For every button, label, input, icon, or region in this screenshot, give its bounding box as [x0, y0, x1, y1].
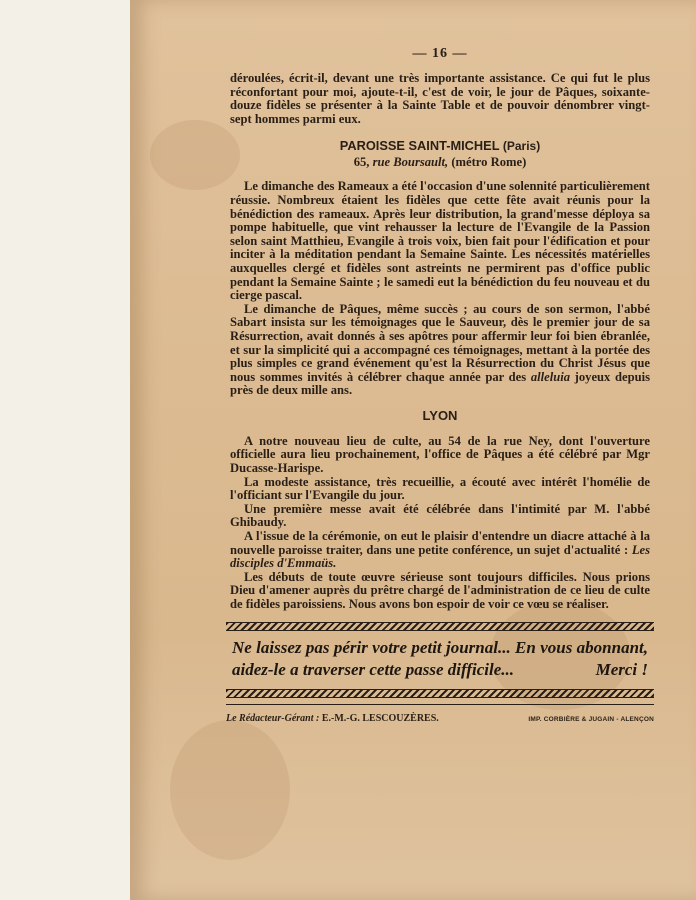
editor-name: E.-M.-G. LESCOUZÈRES. [321, 712, 439, 724]
editor-credit [226, 713, 439, 724]
heading-city: (Paris) [502, 139, 541, 154]
lyon-paragraph-2: La modeste assistance, très recueillie, a écouté avec intérêt l'homélie de l'officiant sur l'Evangile du jour. [230, 474, 650, 503]
footer-rule [226, 704, 654, 705]
scan-margin [0, 0, 130, 900]
paragraph-text: joyeux depuis près de deux mille ans. [230, 369, 651, 398]
page-content [226, 40, 654, 724]
saint-michel-paragraph-2 [230, 303, 650, 398]
section-heading-lyon: LYON [422, 407, 458, 423]
address-street: rue Boursault, [372, 155, 449, 170]
editor-label: Le Rédacteur-Gérant : [226, 712, 320, 724]
lyon-paragraph-5: Les débuts de toute œuvre sérieuse sont toujours difficiles. Nous prions Dieu d'amener auprès du prêtre chargé de l'administration de ce lieu de culte de fidèles paroissiens. Nous avons bon espoir de voir ce vœu se réaliser. [230, 569, 650, 611]
saint-michel-paragraph-1: Le dimanche des Rameaux a été l'occasion d'une solennité particulièrement réussie. Nombreux étaient les fidèles que cette fête avait réunis pour la bénédiction des rameaux. Après leur distribution, la grand'messe déploya sa pompe habituelle, que vint rehausser la lecture de l'Evangile de la Passion selon saint Matthieu, Evangile à trois voix, bien fait pour l'édification et pour inciter à la méditation pendant la Semaine Sainte. Les nécessités matérielles auxquelles clergé et fidèles sont astreints ne permirent pas d'office public pendant la Semaine Sainte ; le samedi eut la bénédiction du feu nouveau et du cierge pascal. [230, 179, 650, 303]
paragraph-emphasis: Les disciples d'Emmaüs. [230, 542, 650, 571]
lyon-paragraph-4 [230, 530, 650, 571]
section-heading-saint-michel [230, 138, 650, 153]
lyon-paragraph-3: Une première messe avait été célébrée dans l'intimité par M. l'abbé Ghibaudy. [230, 501, 650, 530]
heading-title: PAROISSE SAINT-MICHEL [339, 138, 500, 154]
decorative-border-top [226, 622, 654, 631]
subscription-appeal [230, 637, 650, 681]
appeal-text: Ne laissez pas périr votre petit journal... En vous abonnant, aidez-le a traverser cette passe difficile... [232, 637, 648, 679]
appeal-thanks: Merci ! [595, 659, 648, 679]
page-number: — 16 — [412, 46, 468, 61]
decorative-border-bottom [226, 689, 654, 698]
paragraph-emphasis: alleluia [530, 369, 570, 384]
lyon-paragraph-1: A notre nouveau lieu de culte, au 54 de la rue Ney, dont l'ouverture officielle aura lieu prochainement, l'office de Pâques a été célébré par Mgr Ducasse-Harispe. [230, 433, 650, 476]
intro-paragraph: déroulées, écrit-il, devant une très importante assistance. Ce qui fut le plus réconfortant pour moi, ajoute-t-il, c'est de voir, le jour de Pâques, soixante-douze fidèles se présenter à la Sainte Table et de pouvoir dénombrer vingt-sept hommes parmi eux. [230, 71, 650, 126]
page-footer [226, 713, 654, 724]
address-number: 65, [353, 155, 370, 170]
paragraph-text: A l'issue de la cérémonie, on eut le plaisir d'entendre un diacre attaché à la nouvelle paroisse traiter, dans une petite conférence, un sujet d'actualité : [230, 529, 650, 557]
printer-credit: IMP. CORBIÈRE & JUGAIN - ALENÇON [528, 715, 654, 723]
parish-address [230, 155, 650, 170]
address-metro: (métro Rome) [451, 155, 527, 170]
paragraph-text: Le dimanche de Pâques, même succès ; au cours de son sermon, l'abbé Sabart insista sur les témoignages que le Sauveur, dès le premier jour de sa Résurrection, avait donnés à ses apôtres pour affermir leur foi bien ébranlée, et sur la simplicité qui a accompagné ces témoignages, mettant à la portée des plus simples ce grand événement qu'est la Résurrection du Christ Jésus que nous sommes invités à célébrer chaque année par des [230, 301, 650, 384]
